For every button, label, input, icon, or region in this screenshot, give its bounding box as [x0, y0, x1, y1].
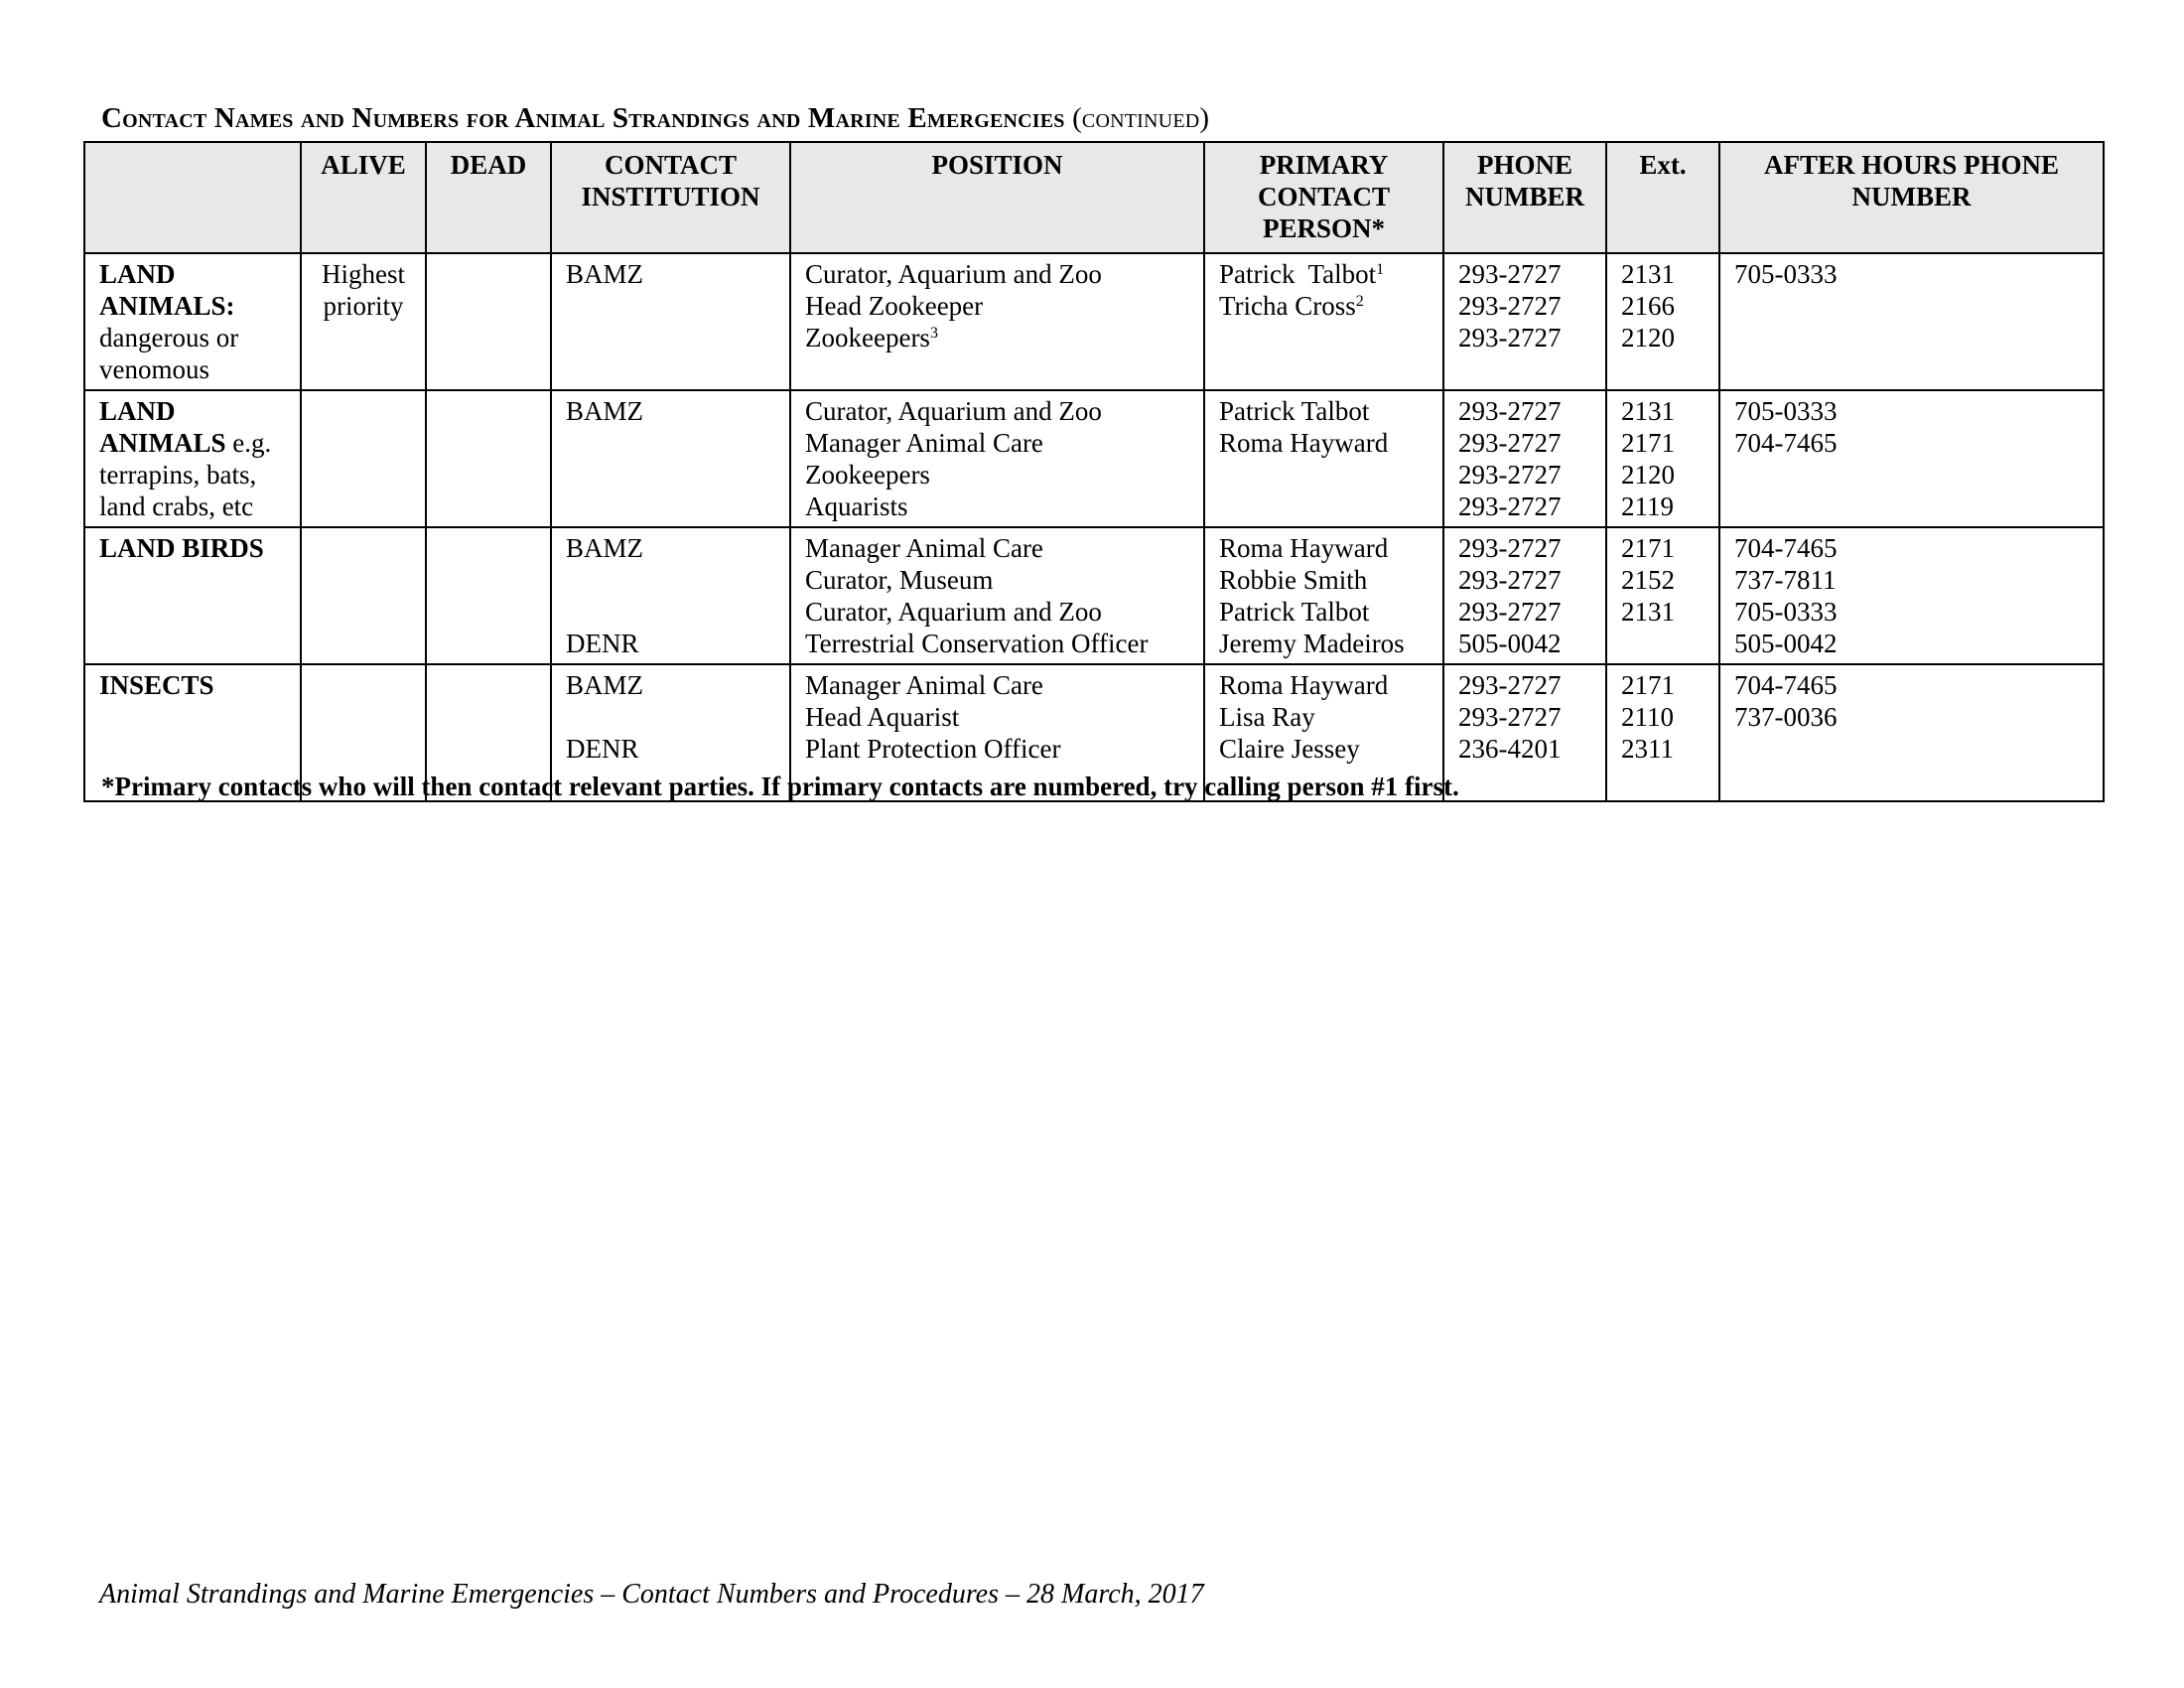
after-hours-line: 737-0036 — [1734, 702, 1838, 732]
row-category — [84, 390, 301, 527]
category-bold: INSECTS — [99, 670, 214, 700]
header-contact-institution: CONTACT INSTITUTION — [551, 142, 790, 253]
phone-line: 293-2727 — [1458, 533, 1562, 563]
page-title-main: Contact Names and Numbers for Animal Strandings and Marine Emergencies — [101, 102, 1065, 134]
header-category — [84, 142, 301, 253]
phone-line: 505-0042 — [1458, 629, 1562, 658]
row-after-hours — [1719, 253, 2104, 390]
after-hours-line: 704-7465 — [1734, 428, 1838, 458]
phone-line: 293-2727 — [1458, 291, 1562, 321]
row-institution — [551, 253, 790, 390]
ext-line: 2120 — [1621, 323, 1675, 352]
category-bold: LAND ANIMALS — [99, 396, 226, 458]
row-dead — [426, 390, 551, 527]
row-ext — [1606, 390, 1719, 527]
row-phone — [1443, 253, 1606, 390]
row-category — [84, 527, 301, 664]
row-ext — [1606, 527, 1719, 664]
table-header-row — [84, 142, 2104, 253]
row-category — [84, 253, 301, 390]
row-after-hours — [1719, 527, 2104, 664]
person-line: Robbie Smith — [1219, 565, 1368, 595]
phone-line: 293-2727 — [1458, 670, 1562, 700]
person-text: Patrick Talbot — [1219, 259, 1377, 289]
row-alive — [301, 390, 426, 527]
phone-line: 293-2727 — [1458, 597, 1562, 627]
header-dead: DEAD — [426, 142, 551, 253]
phone-line: 236-4201 — [1458, 734, 1562, 764]
institution-line: DENR — [566, 734, 639, 764]
phone-line: 293-2727 — [1458, 396, 1562, 426]
row-person — [1204, 390, 1443, 527]
after-hours-line: 737-7811 — [1734, 565, 1837, 595]
person-line: Patrick Talbot — [1219, 396, 1370, 426]
after-hours-line: 705-0333 — [1734, 259, 1838, 289]
category-bold: LAND ANIMALS: — [99, 259, 235, 321]
superscript-3: 3 — [929, 325, 938, 342]
category-rest: dangerous or venomous — [99, 323, 239, 384]
position-line: Manager Animal Care — [805, 428, 1043, 458]
row-alive: Highest priority — [301, 253, 426, 390]
position-line — [805, 322, 1189, 353]
header-position: POSITION — [790, 142, 1204, 253]
institution-line: BAMZ — [566, 259, 644, 289]
phone-line: 293-2727 — [1458, 428, 1562, 458]
position-line: Plant Protection Officer — [805, 734, 1061, 764]
position-line: Terrestrial Conservation Officer — [805, 629, 1149, 658]
header-ext: Ext. — [1606, 142, 1719, 253]
person-line: Roma Hayward — [1219, 533, 1389, 563]
person-line: Lisa Ray — [1219, 702, 1315, 732]
page-title-suffix: (continued) — [1072, 102, 1210, 134]
institution-line-blank — [566, 596, 775, 628]
row-institution — [551, 527, 790, 664]
row-person — [1204, 527, 1443, 664]
person-line: Jeremy Madeiros — [1219, 629, 1405, 658]
header-after-hours: AFTER HOURS PHONE NUMBER — [1719, 142, 2104, 253]
after-hours-line: 705-0333 — [1734, 396, 1838, 426]
table-row — [84, 390, 2104, 527]
row-after-hours — [1719, 664, 2104, 801]
person-line — [1219, 258, 1429, 290]
institution-line: BAMZ — [566, 396, 644, 426]
ext-line: 2131 — [1621, 597, 1675, 627]
person-line: Claire Jessey — [1219, 734, 1360, 764]
ext-line: 2171 — [1621, 428, 1675, 458]
position-line: Zookeepers — [805, 460, 930, 490]
phone-line: 293-2727 — [1458, 702, 1562, 732]
row-ext — [1606, 664, 1719, 801]
phone-line: 293-2727 — [1458, 565, 1562, 595]
position-line: Curator, Aquarium and Zoo — [805, 597, 1102, 627]
after-hours-line: 505-0042 — [1734, 629, 1838, 658]
row-position — [790, 253, 1204, 390]
after-hours-line: 704-7465 — [1734, 533, 1838, 563]
ext-line: 2171 — [1621, 670, 1675, 700]
phone-line: 293-2727 — [1458, 460, 1562, 490]
person-line — [1219, 290, 1429, 322]
position-line: Head Aquarist — [805, 702, 960, 732]
phone-line: 293-2727 — [1458, 492, 1562, 521]
person-line: Roma Hayward — [1219, 670, 1389, 700]
institution-line: BAMZ — [566, 670, 644, 700]
institution-line-blank — [566, 564, 775, 596]
ext-line: 2131 — [1621, 259, 1675, 289]
row-phone — [1443, 527, 1606, 664]
row-person — [1204, 253, 1443, 390]
position-line: Curator, Museum — [805, 565, 994, 595]
table-footnote: *Primary contacts who will then contact relevant parties. If primary contacts are numbered, try calling person #1 first. — [101, 772, 1459, 801]
row-ext — [1606, 253, 1719, 390]
row-phone — [1443, 390, 1606, 527]
ext-line: 2311 — [1621, 734, 1674, 764]
ext-line: 2152 — [1621, 565, 1675, 595]
row-position — [790, 390, 1204, 527]
position-line: Head Zookeeper — [805, 291, 984, 321]
ext-line: 2119 — [1621, 492, 1674, 521]
superscript-2: 2 — [1355, 293, 1364, 310]
after-hours-line: 704-7465 — [1734, 670, 1838, 700]
row-institution — [551, 390, 790, 527]
table-row — [84, 527, 2104, 664]
position-line: Manager Animal Care — [805, 670, 1043, 700]
position-line: Manager Animal Care — [805, 533, 1043, 563]
row-dead — [426, 253, 551, 390]
ext-line: 2110 — [1621, 702, 1674, 732]
position-line: Curator, Aquarium and Zoo — [805, 396, 1102, 426]
superscript-1: 1 — [1376, 261, 1385, 278]
row-dead — [426, 527, 551, 664]
page-title — [101, 102, 1209, 135]
person-line: Patrick Talbot — [1219, 597, 1370, 627]
person-text: Tricha Cross — [1219, 291, 1356, 321]
category-bold: LAND BIRDS — [99, 533, 264, 563]
institution-line: BAMZ — [566, 533, 644, 563]
row-phone — [1443, 664, 1606, 801]
page-footer: Animal Strandings and Marine Emergencies – Contact Numbers and Procedures – 28 March, 2017 — [99, 1579, 1204, 1610]
category-rest: e.g. terrapins, bats, land crabs, etc — [99, 428, 272, 521]
phone-line: 293-2727 — [1458, 259, 1562, 289]
header-phone-number: PHONE NUMBER — [1443, 142, 1606, 253]
row-after-hours — [1719, 390, 2104, 527]
ext-line: 2120 — [1621, 460, 1675, 490]
after-hours-line: 705-0333 — [1734, 597, 1838, 627]
row-alive — [301, 527, 426, 664]
ext-line: 2166 — [1621, 291, 1675, 321]
ext-line: 2131 — [1621, 396, 1675, 426]
header-primary-contact: PRIMARY CONTACT PERSON* — [1204, 142, 1443, 253]
institution-line: DENR — [566, 629, 639, 658]
contacts-table — [83, 141, 2105, 802]
institution-line-blank — [566, 701, 775, 733]
person-line: Roma Hayward — [1219, 428, 1389, 458]
position-line: Curator, Aquarium and Zoo — [805, 259, 1102, 289]
phone-line: 293-2727 — [1458, 323, 1562, 352]
row-position — [790, 527, 1204, 664]
table-row — [84, 253, 2104, 390]
header-alive: ALIVE — [301, 142, 426, 253]
position-text: Zookeepers — [805, 323, 930, 352]
position-line: Aquarists — [805, 492, 908, 521]
ext-line: 2171 — [1621, 533, 1675, 563]
